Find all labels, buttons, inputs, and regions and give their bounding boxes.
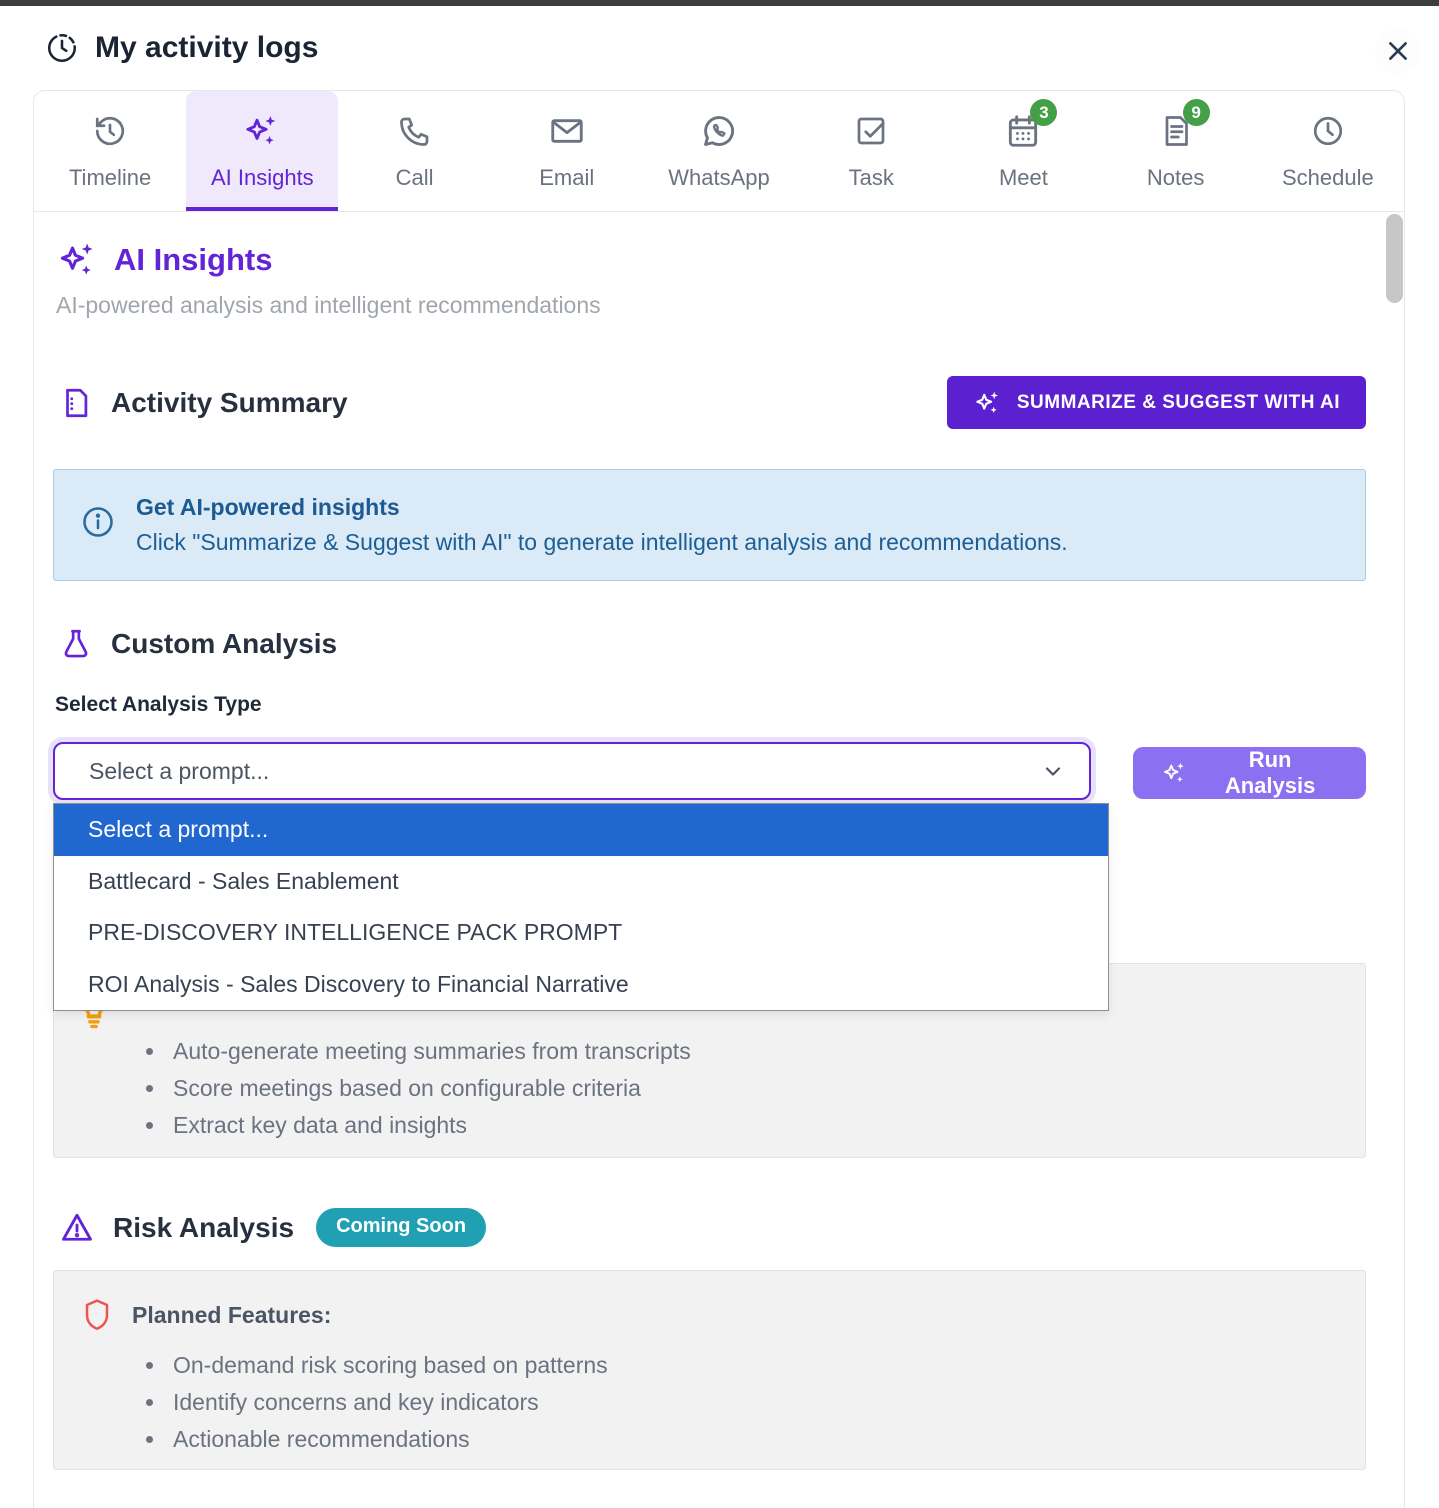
sparkles-icon bbox=[1161, 759, 1188, 787]
history-clock-icon bbox=[45, 31, 79, 65]
history-icon bbox=[90, 111, 130, 151]
tab-label: Call bbox=[395, 165, 434, 190]
feature-item: • Auto-generate meeting summaries from transcripts bbox=[167, 1033, 1365, 1070]
notes-icon bbox=[1156, 102, 1201, 151]
planned-features-title: Planned Features: bbox=[132, 1301, 332, 1328]
clock-icon bbox=[1308, 111, 1348, 151]
feature-item: • Extract key data and insights bbox=[167, 1107, 1365, 1144]
warning-triangle-icon bbox=[59, 1210, 95, 1246]
select-value: Select a prompt... bbox=[89, 757, 270, 784]
tab-email[interactable] bbox=[491, 91, 643, 211]
tab-label: Notes bbox=[1146, 165, 1205, 190]
dropdown-option[interactable]: PRE-DISCOVERY INTELLIGENCE PACK PROMPT bbox=[54, 907, 1108, 959]
tab-label: AI Insights bbox=[210, 165, 314, 190]
tab-meet[interactable] bbox=[947, 91, 1099, 211]
activity-summary-heading: Activity Summary bbox=[59, 386, 348, 420]
modal-title: My activity logs bbox=[95, 31, 319, 64]
tab-notes[interactable] bbox=[1100, 91, 1252, 211]
analysis-type-dropdown bbox=[53, 803, 1109, 1011]
risk-planned-features-box bbox=[53, 1270, 1366, 1470]
tab-label: Timeline bbox=[68, 165, 152, 190]
run-analysis-button[interactable]: Run Analysis bbox=[1133, 747, 1366, 799]
page-subtitle: AI-powered analysis and intelligent recommendations bbox=[56, 292, 601, 318]
whatsapp-icon bbox=[699, 111, 739, 151]
dropdown-option[interactable]: Select a prompt... bbox=[54, 804, 1108, 856]
sparkles-icon bbox=[56, 238, 100, 282]
info-banner-title: Get AI-powered insights bbox=[136, 494, 400, 520]
planned-item: • On-demand risk scoring based on patterns bbox=[167, 1347, 1365, 1384]
modal-header bbox=[0, 6, 1439, 90]
chevron-down-icon bbox=[1041, 759, 1065, 783]
tab-content-ai-insights bbox=[33, 212, 1405, 1508]
tab-schedule[interactable] bbox=[1252, 91, 1404, 211]
page-title: AI Insights bbox=[114, 242, 273, 277]
tab-label: WhatsApp bbox=[668, 165, 770, 190]
tab-label: Email bbox=[539, 165, 595, 190]
tab-ai-insights[interactable] bbox=[186, 91, 338, 211]
analysis-type-select[interactable] bbox=[53, 742, 1091, 800]
select-analysis-type-label: Select Analysis Type bbox=[55, 693, 262, 716]
tab-whatsapp[interactable] bbox=[643, 91, 795, 211]
calendar-icon bbox=[1003, 102, 1049, 151]
sparkles-icon bbox=[242, 111, 282, 151]
scrollbar-thumb[interactable] bbox=[1386, 214, 1403, 303]
meet-badge: 3 bbox=[1030, 99, 1057, 126]
shield-icon bbox=[82, 1297, 112, 1333]
sparkles-icon bbox=[973, 388, 1003, 418]
task-check-icon bbox=[851, 111, 891, 151]
dropdown-option[interactable]: ROI Analysis - Sales Discovery to Financial Narrative bbox=[54, 959, 1108, 1011]
tab-task[interactable] bbox=[795, 91, 947, 211]
info-banner-body: Click "Summarize & Suggest with AI" to generate intelligent analysis and recommendations. bbox=[136, 529, 1068, 555]
tab-label: Schedule bbox=[1282, 165, 1374, 190]
dropdown-option[interactable]: Battlecard - Sales Enablement bbox=[54, 856, 1108, 908]
envelope-icon bbox=[547, 111, 587, 151]
coming-soon-badge: Coming Soon bbox=[316, 1208, 486, 1247]
close-button[interactable] bbox=[1375, 28, 1421, 74]
custom-analysis-heading: Custom Analysis bbox=[59, 627, 1366, 661]
tab-call[interactable] bbox=[338, 91, 490, 211]
feature-item: • Score meetings based on configurable criteria bbox=[167, 1070, 1365, 1107]
tab-bar bbox=[33, 90, 1405, 212]
info-icon bbox=[80, 504, 116, 540]
tab-label: Task bbox=[848, 165, 894, 190]
notes-badge: 9 bbox=[1183, 99, 1210, 126]
ai-info-banner bbox=[53, 469, 1366, 581]
flask-icon bbox=[59, 627, 93, 661]
planned-item: • Identify concerns and key indicators bbox=[167, 1384, 1365, 1421]
close-icon bbox=[1385, 38, 1411, 64]
risk-analysis-heading: Risk Analysis bbox=[113, 1211, 295, 1243]
tab-label: Meet bbox=[998, 165, 1048, 190]
tab-timeline[interactable] bbox=[34, 91, 186, 211]
summarize-suggest-button[interactable]: SUMMARIZE & SUGGEST WITH AI bbox=[947, 376, 1366, 429]
phone-icon bbox=[395, 111, 435, 151]
document-icon bbox=[59, 386, 93, 420]
planned-item: • Actionable recommendations bbox=[167, 1421, 1365, 1458]
